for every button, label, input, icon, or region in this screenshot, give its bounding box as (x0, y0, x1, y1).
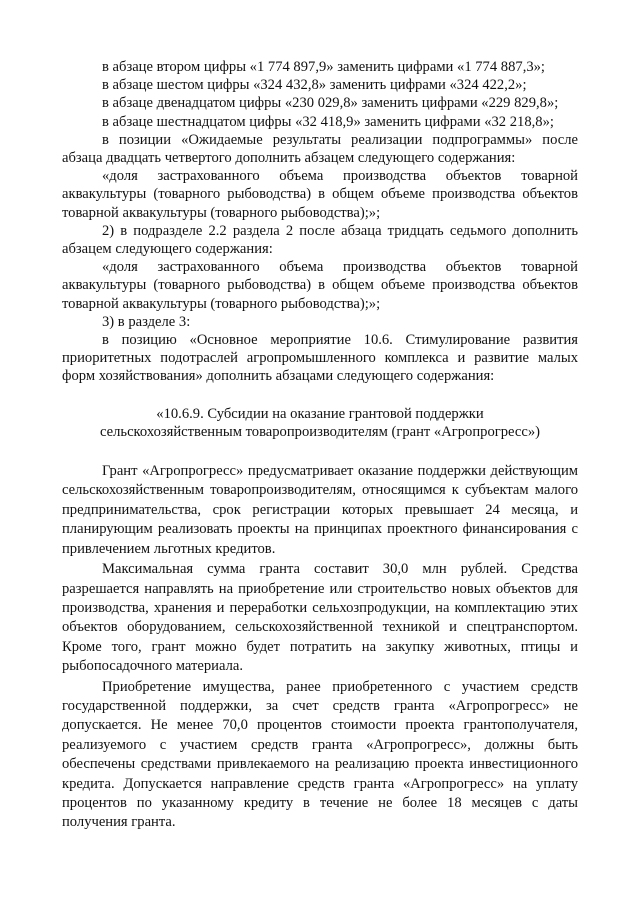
paragraph-item-3: 3) в разделе 3: (102, 313, 191, 330)
paragraph-expected-results: в позиции «Ожидаемые результаты реализации подпрограммы» после абзаца двадцать четвертого дополнить абзацем следующего содержания: (62, 131, 578, 167)
paragraph-amend-16: в абзаце шестнадцатом цифры «32 418,9» заменить цифрами «32 218,8»; (102, 113, 554, 130)
heading-line-1: «10.6.9. Субсидии на оказание грантовой поддержки (156, 405, 484, 422)
paragraph-amend-12: в абзаце двенадцатом цифры «230 029,8» заменить цифрами «229 829,8»; (102, 95, 559, 112)
paragraph-item-2: 2) в подразделе 2.2 раздела 2 после абзаца тридцать седьмого дополнить абзацем следующего содержания: (62, 222, 578, 258)
paragraph-quote-2: «доля застрахованного объема производства объектов товарной аквакультуры (товарного рыбоводства) в общем объеме производства объектов товарной аквакультуры (товарного рыбоводства);»; (62, 259, 578, 312)
heading-line-2: сельскохозяйственным товаропроизводителям (грант «Агропрогресс») (100, 423, 540, 440)
section-heading (62, 405, 578, 441)
grant-section (62, 462, 578, 833)
paragraph-quote-1: «доля застрахованного объема производства объектов товарной аквакультуры (товарного рыбоводства) в общем объеме производства объектов товарной аквакультуры (товарного рыбоводства);»; (62, 168, 578, 221)
paragraph-grant-description: Грант «Агропрогресс» предусматривает оказание поддержки действующим сельскохозяйственным товаропроизводителям, относящимся к субъектам малого предпринимательства, срок регистрации которых превышает 24 месяца, и планирующим реализовать проекты на принципах проектного финансирования с привлечением льготных кредитов. (62, 463, 578, 557)
paragraph-grant-conditions: Приобретение имущества, ранее приобретенного с участием средств государственной поддержки, за счет средств гранта «Агропрогресс» не допускается. Не менее 70,0 процентов стоимости проекта грантополучателя, реализуемого с участием средств гранта «Агропрогресс», должны быть обеспечены средствами привлекаемого на реализацию проекта инвестиционного кредита. Допускается направление средств гранта «Агропрогресс» на уплату процентов по указанному кредиту в течение не более 18 месяцев с даты получения гранта. (62, 678, 578, 831)
document-body (62, 58, 578, 833)
paragraph-grant-amount: Максимальная сумма гранта составит 30,0 млн рублей. Средства разрешается направлять на приобретение или строительство новых объектов для производства, хранения и переработки сельхозпродукции, на комплектацию этих объектов оборудованием, сельскохозяйственной техникой и спецтранспортом. Кроме того, грант можно будет потратить на закупку животных, птицы и рыбопосадочного материала. (62, 561, 578, 675)
paragraph-amend-2: в абзаце втором цифры «1 774 897,9» заменить цифрами «1 774 887,3»; (102, 59, 545, 75)
paragraph-main-measure: в позицию «Основное мероприятие 10.6. Стимулирование развития приоритетных подотраслей агропромышленного комплекса и развитие малых форм хозяйствования» дополнить абзацами следующего содержания: (62, 332, 578, 385)
paragraph-amend-6: в абзаце шестом цифры «324 432,8» заменить цифрами «324 422,2»; (102, 77, 527, 94)
